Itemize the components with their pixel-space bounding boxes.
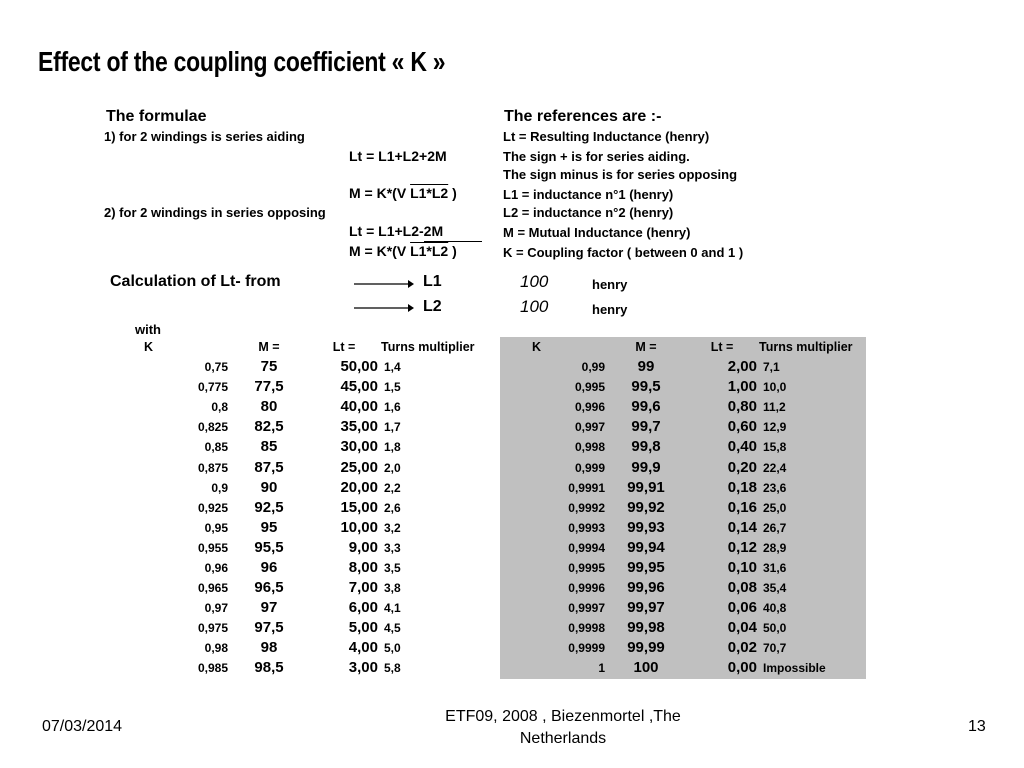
k-cell: 0,9999: [568, 641, 605, 656]
lt-cell: 7,00: [348, 579, 378, 597]
l2-label: L2: [423, 298, 442, 315]
turns-cell: 10,0: [763, 380, 787, 395]
reference-line: L2 = inductance n°2 (henry): [503, 205, 674, 220]
turns-cell: 3,5: [384, 560, 401, 575]
m-cell: 100: [633, 659, 659, 677]
l2-unit: henry: [592, 302, 628, 317]
lt-cell: 0,00: [727, 659, 757, 677]
m-cell: 99,8: [631, 438, 661, 456]
m-cell: 99,7: [631, 418, 661, 436]
table-row: [110, 397, 494, 417]
turns-cell: Impossible: [763, 661, 826, 676]
lt-cell: 0,08: [727, 579, 757, 597]
table-row: [110, 518, 494, 538]
turns-cell: 26,7: [763, 520, 787, 535]
k-cell: 0,775: [197, 380, 228, 395]
m-cell: 80: [260, 398, 278, 416]
l1-value: 100: [520, 272, 549, 291]
header-k: K: [532, 340, 542, 354]
k-cell: 0,95: [204, 520, 228, 535]
header-lt: Lt =: [332, 340, 356, 354]
m-cell: 98,5: [254, 659, 284, 677]
turns-cell: 3,8: [384, 581, 401, 596]
header-k: K: [144, 340, 154, 354]
m-cell: 97: [260, 599, 278, 617]
lt-cell: 5,00: [348, 619, 378, 637]
table-row: [500, 377, 873, 397]
table-header-row: [110, 337, 494, 357]
lt-cell: 15,00: [340, 498, 378, 516]
turns-cell: 5,0: [384, 641, 401, 656]
table-row: [110, 658, 494, 678]
turns-cell: 1,8: [384, 440, 401, 455]
m-cell: 99,97: [627, 599, 665, 617]
table-row: [500, 578, 873, 598]
k-cell: 0,965: [197, 581, 228, 596]
lt-cell: 1,00: [727, 378, 757, 396]
turns-cell: 35,4: [763, 581, 787, 596]
m-cell: 96,5: [254, 579, 284, 597]
lt-cell: 0,16: [727, 498, 757, 516]
table-row: [110, 558, 494, 578]
turns-cell: 3,2: [384, 520, 401, 535]
k-cell: 0,99: [581, 360, 605, 375]
m-cell: 90: [260, 478, 278, 496]
formulae-heading: The formulae: [106, 108, 207, 125]
table-row: [500, 598, 873, 618]
lt-cell: 45,00: [340, 378, 378, 396]
header-m: M =: [258, 340, 280, 354]
k-cell: 0,9991: [568, 480, 605, 495]
reference-line: The sign minus is for series opposing: [503, 167, 738, 182]
turns-cell: 2,6: [384, 500, 401, 515]
k-cell: 0,995: [574, 380, 605, 395]
turns-cell: 2,0: [384, 460, 401, 475]
k-cell: 0,75: [204, 360, 228, 375]
turns-cell: 1,6: [384, 400, 401, 415]
k-cell: 0,9995: [568, 560, 605, 575]
table-row: [500, 478, 873, 498]
calculation-label: Calculation of Lt- from: [110, 273, 281, 290]
table-row: [110, 498, 494, 518]
k-cell: 0,975: [197, 621, 228, 636]
m-cell: 99,6: [631, 398, 661, 416]
k-cell: 0,98: [204, 641, 228, 656]
m-cell: 95: [260, 518, 278, 536]
turns-cell: 25,0: [763, 500, 787, 515]
table-row: [500, 518, 873, 538]
m-cell: 87,5: [254, 458, 284, 476]
table-row: [110, 377, 494, 397]
m-cell: 82,5: [254, 418, 284, 436]
case1-lt-formula: Lt = L1+L2+2M: [349, 148, 447, 164]
lt-cell: 10,00: [340, 518, 378, 536]
k-cell: 0,97: [204, 601, 228, 616]
k-cell: 0,998: [574, 440, 605, 455]
lt-cell: 6,00: [348, 599, 378, 617]
case2-lt-formula: Lt = L1+L2-2M: [349, 223, 444, 239]
m-cell: 99,5: [631, 378, 661, 396]
k-cell: 0,985: [197, 661, 228, 676]
table-row: [110, 417, 494, 437]
turns-cell: 7,1: [763, 360, 780, 375]
header-lt: Lt =: [710, 340, 734, 354]
footer-center: ETF09, 2008 , Biezenmortel ,The Netherlands: [445, 708, 681, 747]
table-row: [110, 437, 494, 457]
slide-title: Effect of the coupling coefficient « K »: [38, 46, 446, 77]
l2-value: 100: [520, 297, 549, 316]
table-row: [500, 437, 873, 457]
lt-cell: 0,06: [727, 599, 757, 617]
k-cell: 0,999: [574, 460, 605, 475]
table-row: [110, 638, 494, 658]
turns-cell: 50,0: [763, 621, 787, 636]
k-cell: 0,875: [197, 460, 228, 475]
k-cell: 0,825: [197, 420, 228, 435]
turns-cell: 1,5: [384, 380, 401, 395]
k-cell: 0,9998: [568, 621, 605, 636]
table-row: [110, 457, 494, 477]
table-row: [500, 538, 873, 558]
table-row: [110, 598, 494, 618]
footer-page-number: 13: [968, 718, 986, 735]
lt-cell: 25,00: [340, 458, 378, 476]
turns-cell: 1,7: [384, 420, 401, 435]
m-cell: 97,5: [254, 619, 284, 637]
k-cell: 0,9996: [568, 581, 605, 596]
turns-cell: 22,4: [763, 460, 787, 475]
k-cell: 0,955: [197, 540, 228, 555]
lt-cell: 0,04: [727, 619, 757, 637]
turns-cell: 3,3: [384, 540, 401, 555]
lt-cell: 30,00: [340, 438, 378, 456]
reference-line: The sign + is for series aiding.: [503, 149, 690, 164]
formula-rule: [424, 241, 482, 242]
m-cell: 98: [260, 639, 278, 657]
lt-cell: 0,20: [727, 458, 757, 476]
lt-cell: 35,00: [340, 418, 378, 436]
m-cell: 99,91: [627, 478, 665, 496]
lt-cell: 8,00: [348, 558, 378, 576]
table-row: [500, 558, 873, 578]
lt-cell: 0,10: [727, 558, 757, 576]
table-row: [500, 417, 873, 437]
k-cell: 0,925: [197, 500, 228, 515]
table-row: [500, 498, 873, 518]
turns-cell: 4,5: [384, 621, 401, 636]
table-row: [110, 478, 494, 498]
table-row: [500, 357, 873, 377]
m-cell: 99,98: [627, 619, 665, 637]
lt-cell: 0,18: [727, 478, 757, 496]
table-row: [500, 658, 873, 678]
table-row: [110, 357, 494, 377]
lt-cell: 50,00: [340, 358, 378, 376]
m-cell: 99,9: [631, 458, 661, 476]
table-row: [500, 638, 873, 658]
header-turns: Turns multiplier: [759, 340, 853, 354]
table-row: [110, 578, 494, 598]
m-cell: 96: [260, 558, 278, 576]
table-row: [500, 397, 873, 417]
lt-cell: 0,02: [727, 639, 757, 657]
table-header-row: [500, 337, 873, 357]
lt-cell: 0,14: [727, 518, 757, 536]
with-label: with: [135, 322, 161, 337]
m-cell: 92,5: [254, 498, 284, 516]
right-results-table: [500, 337, 873, 679]
sqrt-term: L1*L2: [410, 185, 449, 201]
footer-date: 07/03/2014: [42, 718, 123, 735]
m-cell: 99,96: [627, 579, 665, 597]
m-cell: 77,5: [254, 378, 284, 396]
l1-unit: henry: [592, 277, 628, 292]
case2-m-formula: M = K*(V L1*L2 ): [349, 243, 457, 259]
k-cell: 0,9993: [568, 520, 605, 535]
lt-cell: 0,80: [727, 398, 757, 416]
k-cell: 0,85: [204, 440, 228, 455]
turns-cell: 1,4: [384, 360, 401, 375]
turns-cell: 2,2: [384, 480, 401, 495]
turns-cell: 4,1: [384, 601, 401, 616]
k-cell: 0,96: [204, 560, 228, 575]
lt-cell: 0,12: [727, 538, 757, 556]
k-cell: 0,9: [211, 480, 228, 495]
references-heading: The references are :-: [504, 108, 662, 125]
case1-m-formula: M = K*(V L1*L2 ): [349, 185, 457, 201]
reference-line: Lt = Resulting Inductance (henry): [503, 129, 710, 144]
lt-cell: 2,00: [727, 358, 757, 376]
turns-cell: 28,9: [763, 540, 787, 555]
table-row: [500, 457, 873, 477]
header-m: M =: [635, 340, 657, 354]
k-cell: 0,996: [574, 400, 605, 415]
case2-description: 2) for 2 windings in series opposing: [104, 205, 326, 220]
m-cell: 99,94: [627, 538, 665, 556]
m-cell: 99,92: [627, 498, 665, 516]
lt-cell: 20,00: [340, 478, 378, 496]
lt-cell: 40,00: [340, 398, 378, 416]
turns-cell: 23,6: [763, 480, 787, 495]
turns-cell: 40,8: [763, 601, 787, 616]
turns-cell: 31,6: [763, 560, 787, 575]
m-cell: 95,5: [254, 538, 284, 556]
turns-cell: 15,8: [763, 440, 787, 455]
lt-cell: 9,00: [348, 538, 378, 556]
k-cell: 0,9997: [568, 601, 605, 616]
arrow-right-icon: [354, 301, 414, 313]
m-cell: 99,93: [627, 518, 665, 536]
turns-cell: 12,9: [763, 420, 787, 435]
lt-cell: 4,00: [348, 639, 378, 657]
m-cell: 99,95: [627, 558, 665, 576]
header-turns: Turns multiplier: [381, 340, 475, 354]
m-cell: 75: [260, 358, 278, 376]
table-row: [500, 618, 873, 638]
turns-cell: 70,7: [763, 641, 787, 656]
lt-cell: 0,40: [727, 438, 757, 456]
k-cell: 0,9992: [568, 500, 605, 515]
lt-cell: 3,00: [348, 659, 378, 677]
table-row: [110, 538, 494, 558]
l1-label: L1: [423, 273, 442, 290]
m-cell: 85: [260, 438, 278, 456]
sqrt-term: L1*L2: [410, 243, 449, 259]
turns-cell: 11,2: [763, 400, 786, 415]
case1-description: 1) for 2 windings is series aiding: [104, 129, 305, 144]
k-cell: 1: [598, 661, 605, 676]
lt-cell: 0,60: [727, 418, 757, 436]
table-row: [110, 618, 494, 638]
reference-line: M = Mutual Inductance (henry): [503, 225, 691, 240]
turns-cell: 5,8: [384, 661, 401, 676]
k-cell: 0,9994: [568, 540, 605, 555]
k-cell: 0,8: [211, 400, 228, 415]
reference-line: K = Coupling factor ( between 0 and 1 ): [503, 245, 744, 260]
left-results-table: [110, 337, 494, 679]
m-cell: 99: [637, 358, 655, 376]
arrow-right-icon: [354, 277, 414, 289]
reference-line: L1 = inductance n°1 (henry): [503, 187, 674, 202]
m-cell: 99,99: [627, 639, 665, 657]
k-cell: 0,997: [574, 420, 605, 435]
